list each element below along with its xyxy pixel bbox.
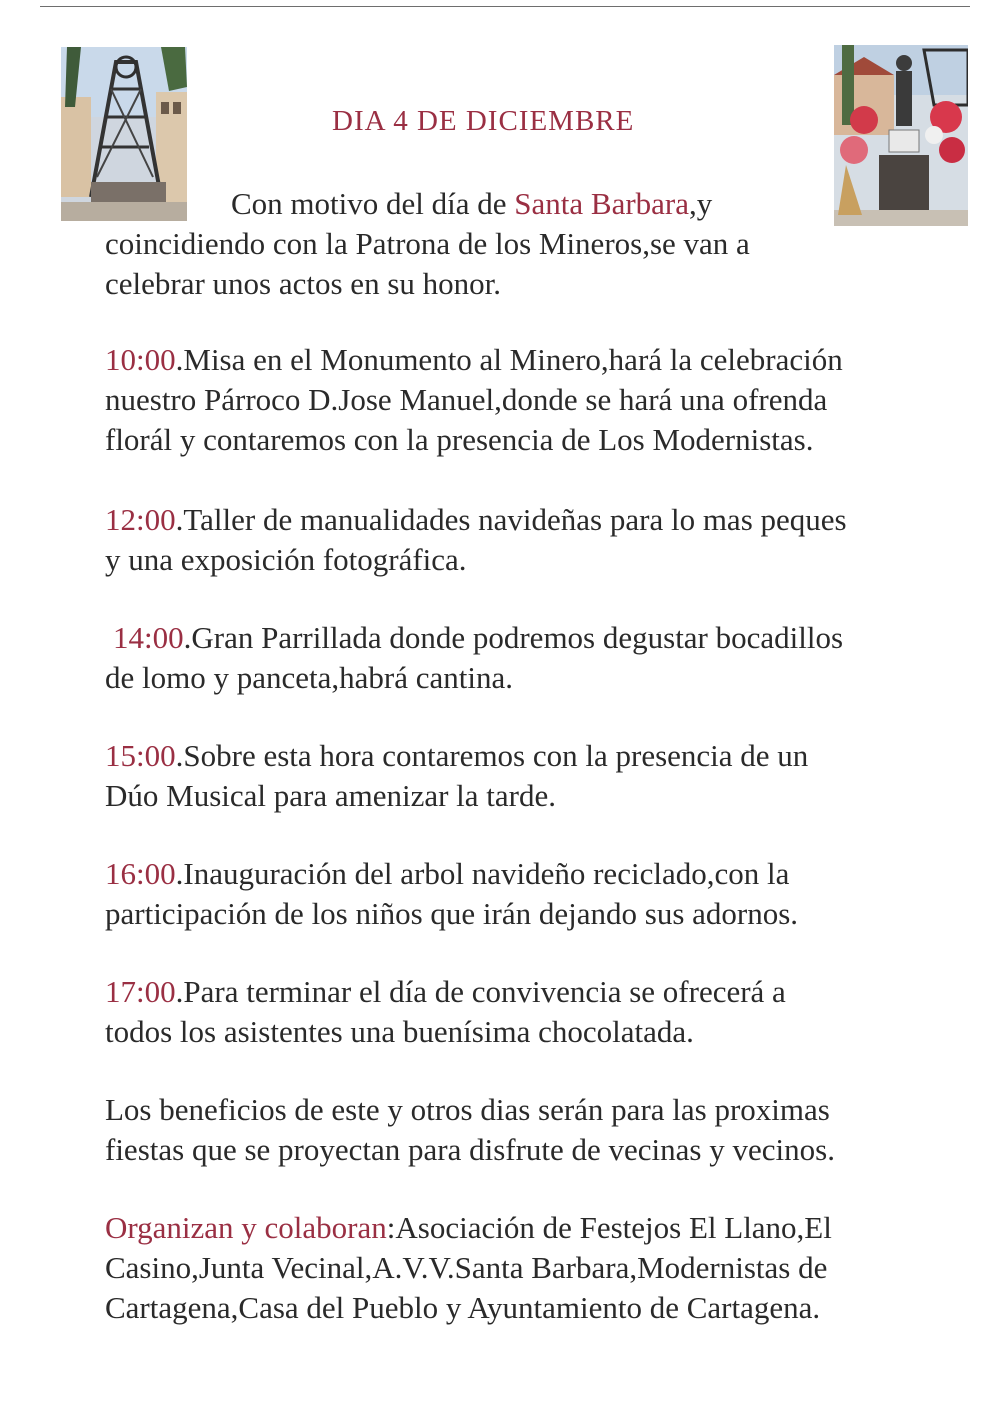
event-1700-line-1 <box>105 972 985 1012</box>
organizers-line-3: Cartagena,Casa del Pueblo y Ayuntamiento de Cartagena. <box>105 1290 821 1325</box>
event-time: 17:00 <box>105 974 176 1009</box>
scan-edge-line <box>40 6 970 7</box>
intro-line-2: coincidiendo con la Patrona de los Mineros,se van a <box>105 226 750 261</box>
organizers-text: :Asociación de Festejos El Llano,El <box>386 1210 832 1245</box>
event-1000-line-3: florál y contaremos con la presencia de Los Modernistas. <box>105 422 814 457</box>
event-1400-line-1 <box>113 618 993 658</box>
event-1600-line-1 <box>105 854 985 894</box>
santa-barbara-highlight: Santa Barbara <box>514 186 690 221</box>
event-time: 16:00 <box>105 856 176 891</box>
organizers-label: Organizan y colaboran <box>105 1210 387 1245</box>
benefits-line-1: Los beneficios de este y otros dias serán para las proximas <box>105 1092 830 1127</box>
event-text: .Para terminar el día de convivencia se ofrecerá a <box>175 974 786 1009</box>
event-text: .Misa en el Monumento al Minero,hará la celebración <box>175 342 843 377</box>
event-text: .Gran Parrillada donde podremos degustar bocadillos <box>183 620 844 655</box>
event-text: .Sobre esta hora contaremos con la presencia de un <box>175 738 809 773</box>
organizers-line-2: Casino,Junta Vecinal,A.V.V.Santa Barbara,Modernistas de <box>105 1250 828 1285</box>
event-time: 14:00 <box>113 620 184 655</box>
page-title: DIA 4 DE DICIEMBRE <box>332 105 635 137</box>
event-1400-line-2: de lomo y panceta,habrá cantina. <box>105 660 513 695</box>
event-1200-line-1 <box>105 500 985 540</box>
intro-text: Con motivo del día de <box>231 186 515 221</box>
event-1700-line-2: todos los asistentes una buenísima chocolatada. <box>105 1014 694 1049</box>
event-time: 10:00 <box>105 342 176 377</box>
miner-statue-photo <box>834 45 968 226</box>
event-1600-line-2: participación de los niños que irán dejando sus adornos. <box>105 896 799 931</box>
benefits-line-2: fiestas que se proyectan para disfrute de vecinas y vecinos. <box>105 1132 835 1167</box>
event-1000-line-1 <box>105 340 985 380</box>
event-text: .Taller de manualidades navideñas para lo mas peques <box>175 502 847 537</box>
intro-line-1 <box>231 184 712 224</box>
mine-headframe-photo <box>61 47 187 221</box>
event-time: 12:00 <box>105 502 176 537</box>
intro-line-3: celebrar unos actos en su honor. <box>105 266 501 301</box>
event-1500-line-1 <box>105 736 985 776</box>
event-1000-line-2: nuestro Párroco D.Jose Manuel,donde se hará una ofrenda <box>105 382 828 417</box>
event-1200-line-2: y una exposición fotográfica. <box>105 542 467 577</box>
event-text: .Inauguración del arbol navideño reciclado,con la <box>175 856 790 891</box>
event-1500-line-2: Dúo Musical para amenizar la tarde. <box>105 778 557 813</box>
intro-text-end: ,y <box>689 186 713 221</box>
organizers-line-1 <box>105 1208 985 1248</box>
event-time: 15:00 <box>105 738 176 773</box>
